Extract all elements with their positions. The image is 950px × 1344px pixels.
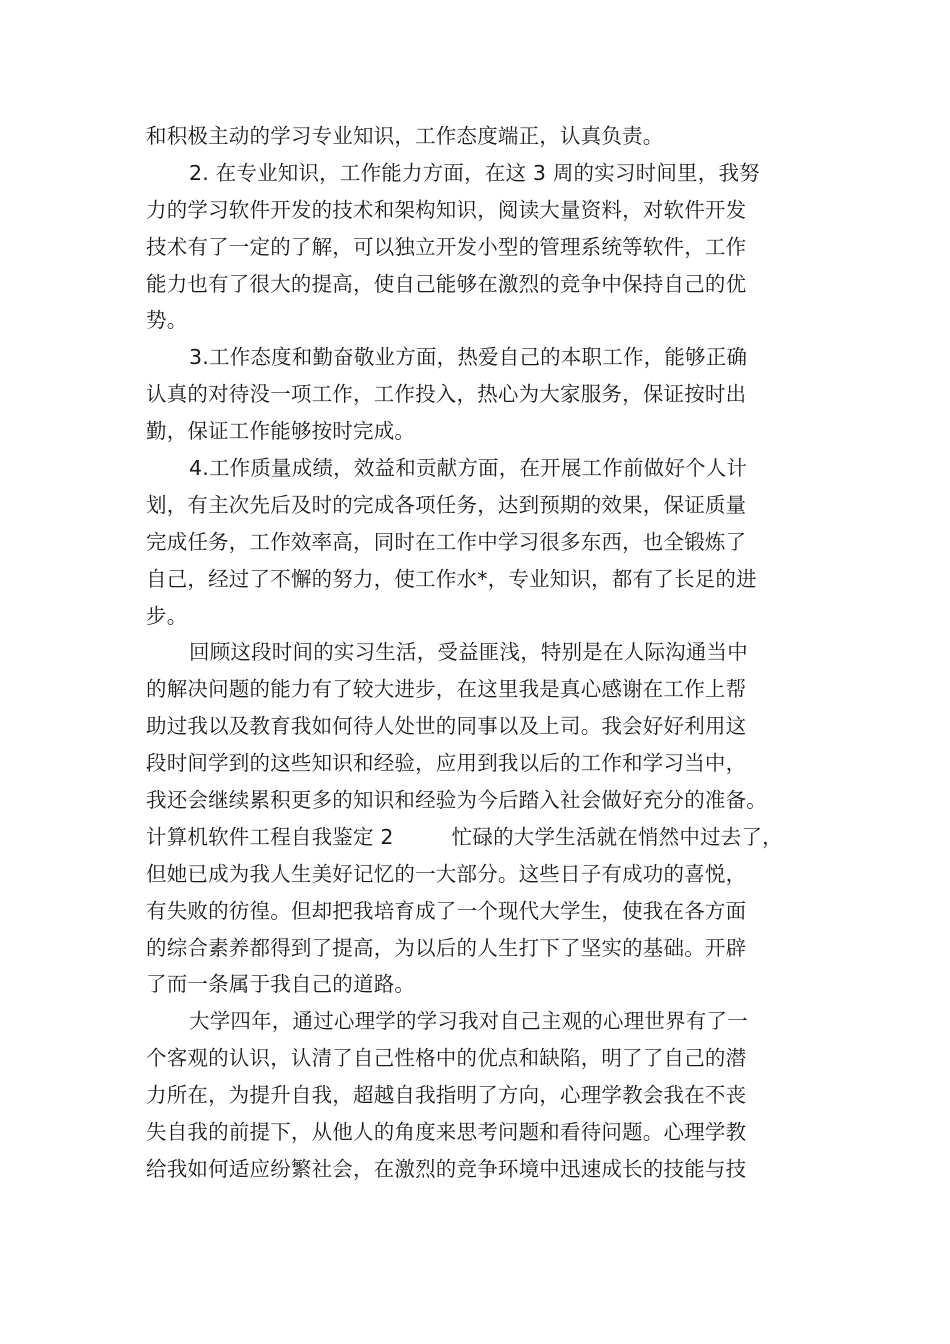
text-line: 步。 xyxy=(146,603,188,628)
text-line: 有失败的彷徨。但却把我培育成了一个现代大学生，使我在各方面 xyxy=(146,898,747,923)
text-line: 了而一条属于我自己的道路。 xyxy=(146,972,416,997)
text-line: 回顾这段时间的实习生活，受益匪浅，特别是在人际沟通当中 xyxy=(189,640,748,665)
text-line: 技术有了一定的了解，可以独立开发小型的管理系统等软件，工作 xyxy=(146,234,747,259)
text-line: 3.工作态度和勤奋敬业方面，热爱自己的本职工作，能够正确 xyxy=(189,345,748,370)
text-line: 助过我以及教育我如何待人处世的同事以及上司。我会好好利用这 xyxy=(146,714,747,739)
text-line: 4.工作质量成绩，效益和贡献方面，在开展工作前做好个人计 xyxy=(189,456,748,481)
text-line: 划，有主次先后及时的完成各项任务，达到预期的效果，保证质量 xyxy=(146,492,747,517)
text-line: 段时间学到的这些知识和经验，应用到我以后的工作和学习当中， xyxy=(146,751,747,776)
text-line: 和积极主动的学习专业知识，工作态度端正，认真负责。 xyxy=(146,124,664,148)
text-line: 力的学习软件开发的技术和架构知识，阅读大量资料，对软件开发 xyxy=(146,197,747,222)
text-line: 能力也有了很大的提高，使自己能够在激烈的竞争中保持自己的优 xyxy=(146,271,747,296)
text-line: 力所在，为提升自我，超越自我指明了方向，心理学教会我在不丧 xyxy=(146,1083,747,1108)
text-line: 给我如何适应纷繁社会，在激烈的竞争环境中迅速成长的技能与技 xyxy=(146,1156,747,1181)
text-line: 势。 xyxy=(146,308,188,333)
section-title: 计算机软件工程自我鉴定 2 xyxy=(146,824,394,849)
text-line: 的解决问题的能力有了较大进步，在这里我是真心感谢在工作上帮 xyxy=(146,677,747,702)
text-line: 勤，保证工作能够按时完成。 xyxy=(146,419,416,444)
text-line: 但她已成为我人生美好记忆的一大部分。这些日子有成功的喜悦， xyxy=(146,861,747,886)
text-line: 我还会继续累积更多的知识和经验为今后踏入社会做好充分的准备。 xyxy=(146,788,767,813)
text-line: 失自我的前提下，从他人的角度来思考问题和看待问题。心理学教 xyxy=(146,1120,747,1145)
text-line: 完成任务，工作效率高，同时在工作中学习很多东西，也全锻炼了 xyxy=(146,529,747,554)
section-heading-line xyxy=(146,819,836,856)
text-line: 个客观的认识，认清了自己性格中的优点和缺陷，明了了自己的潜 xyxy=(146,1046,747,1071)
text-line: 认真的对待没一项工作，工作投入，热心为大家服务，保证按时出 xyxy=(146,382,747,407)
section-opening-text: 忙碌的大学生活就在悄然中过去了， xyxy=(451,824,783,849)
text-line: 2. 在专业知识，工作能力方面，在这 3 周的实习时间里，我努 xyxy=(189,160,760,185)
text-line: 自己，经过了不懈的努力，使工作水*，专业知识，都有了长足的进 xyxy=(146,566,757,591)
document-body xyxy=(146,118,836,1188)
text-line: 大学四年，通过心理学的学习我对自己主观的心理世界有了一 xyxy=(189,1009,748,1034)
text-line: 的综合素养都得到了提高，为以后的人生打下了坚实的基础。开辟 xyxy=(146,935,747,960)
